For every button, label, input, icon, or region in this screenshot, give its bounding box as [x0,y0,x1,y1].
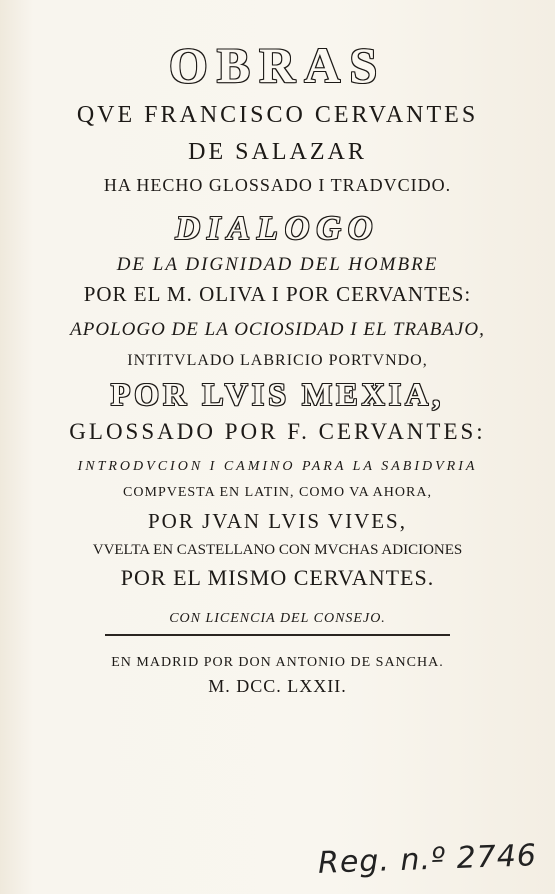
imprint-line: EN MADRID POR DON ANTONIO DE SANCHA. [111,655,444,670]
author-surname-line: DE SALAZAR [188,139,367,165]
licencia-line: CON LICENCIA DEL CONSEJO. [169,611,386,626]
handwritten-shelfmark: Reg. n.º 2746 [317,838,538,881]
main-title: OBRAS [168,37,387,93]
introduccion-line: INTRODVCION I CAMINO PARA LA SABIDVRIA [77,459,478,474]
vuelta-line: VVELTA EN CASTELLANO CON MVCHAS ADICIONES [92,542,463,558]
glossado-line: GLOSSADO POR F. CERVANTES: [69,419,486,444]
compuesta-line: COMPVESTA EN LATIN, COMO VA AHORA, [123,485,432,500]
vives-line: POR JVAN LVIS VIVES, [147,509,407,533]
author-line: QVE FRANCISCO CERVANTES [76,102,479,128]
divider-rule [105,634,450,636]
apologo-line: APOLOGO DE LA OCIOSIDAD I EL TRABAJO, [70,319,485,340]
description-line: HA HECHO GLOSSADO I TRADVCIDO. [103,175,452,195]
year-line: M. DCC. LXXII. [208,676,347,696]
dignidad-line: DE LA DIGNIDAD DEL HOMBRE [116,254,439,275]
mexia-heading: POR LVIS MEXIA, [110,376,445,412]
mismo-line: POR EL MISMO CERVANTES. [120,565,435,590]
intitulado-line: INTITVLADO LABRICIO PORTVNDO, [127,352,428,369]
oliva-line: POR EL M. OLIVA I POR CERVANTES: [83,282,472,306]
dialogo-heading: DIALOGO [175,210,380,247]
